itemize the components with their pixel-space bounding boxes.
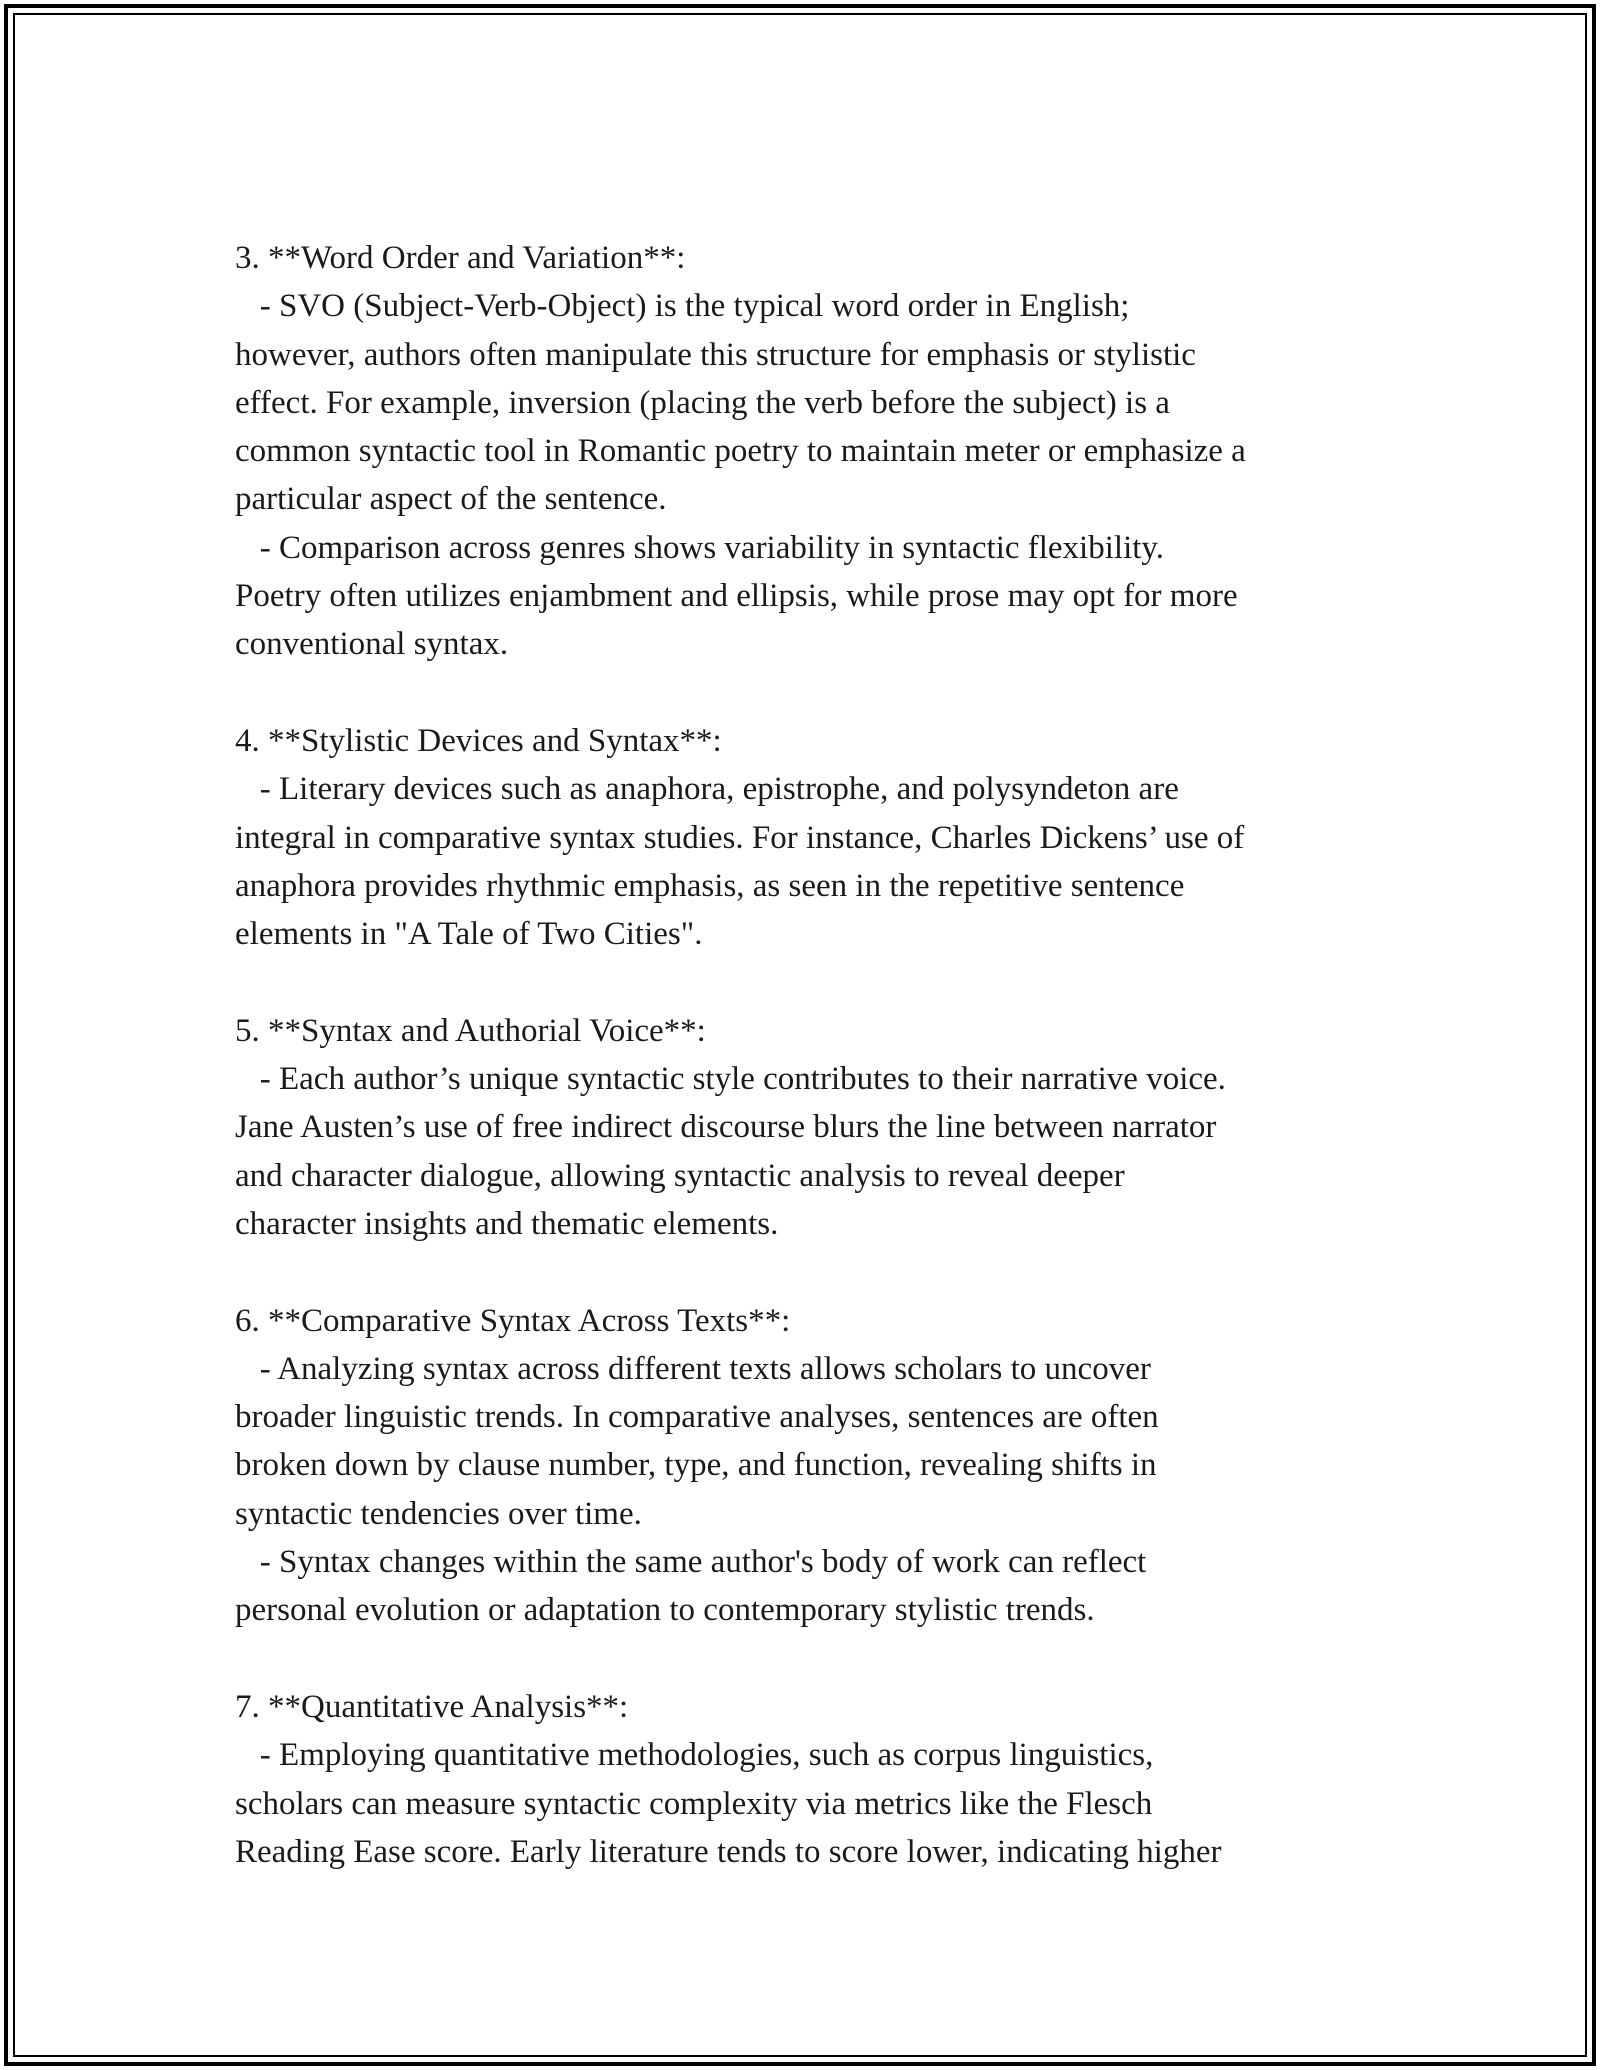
text-line: character insights and thematic elements.: [235, 1205, 779, 1242]
section-stylistic-devices: [235, 717, 1375, 958]
text-line: conventional syntax.: [235, 626, 509, 663]
section-comparative-syntax: [235, 1297, 1375, 1635]
text-line: personal evolution or adaptation to contemporary stylistic trends.: [235, 1592, 1095, 1629]
section-quantitative-analysis: [235, 1683, 1375, 1876]
section-authorial-voice: [235, 1007, 1375, 1248]
text-line: common syntactic tool in Romantic poetry to maintain meter or emphasize a: [235, 433, 1246, 470]
text-line: effect. For example, inversion (placing the verb before the subject) is a: [235, 384, 1170, 421]
section-word-order: [235, 234, 1375, 669]
section-heading: 4. **Stylistic Devices and Syntax**:: [235, 722, 722, 759]
text-line: and character dialogue, allowing syntactic analysis to reveal deeper: [235, 1157, 1125, 1194]
text-line: Reading Ease score. Early literature tends to score lower, indicating higher: [235, 1833, 1222, 1870]
section-heading: 6. **Comparative Syntax Across Texts**:: [235, 1302, 791, 1339]
text-line: elements in "A Tale of Two Cities".: [235, 916, 703, 953]
section-heading: 3. **Word Order and Variation**:: [235, 240, 686, 276]
text-line: - Literary devices such as anaphora, epistrophe, and polysyndeton are: [235, 771, 1179, 808]
section-heading: 5. **Syntax and Authorial Voice**:: [235, 1012, 706, 1049]
section-heading: 7. **Quantitative Analysis**:: [235, 1688, 629, 1725]
text-line: however, authors often manipulate this structure for emphasis or stylistic: [235, 336, 1196, 373]
text-line: scholars can measure syntactic complexity via metrics like the Flesch: [235, 1785, 1153, 1822]
document-body: [235, 234, 1375, 1876]
text-line: - Each author’s unique syntactic style contributes to their narrative voice.: [235, 1061, 1226, 1098]
text-line: Jane Austen’s use of free indirect discourse blurs the line between narrator: [235, 1109, 1217, 1146]
text-line: - SVO (Subject-Verb-Object) is the typical word order in English;: [235, 288, 1130, 325]
text-line: particular aspect of the sentence.: [235, 481, 667, 518]
text-line: syntactic tendencies over time.: [235, 1495, 642, 1532]
text-line: - Syntax changes within the same author's body of work can reflect: [235, 1544, 1147, 1581]
text-line: broken down by clause number, type, and function, revealing shifts in: [235, 1447, 1157, 1484]
text-line: - Employing quantitative methodologies, such as corpus linguistics,: [235, 1737, 1154, 1774]
text-line: - Analyzing syntax across different texts allows scholars to uncover: [235, 1350, 1151, 1387]
text-line: broader linguistic trends. In comparative analyses, sentences are often: [235, 1399, 1159, 1436]
text-line: anaphora provides rhythmic emphasis, as seen in the repetitive sentence: [235, 867, 1185, 904]
text-line: - Comparison across genres shows variability in syntactic flexibility.: [235, 529, 1165, 566]
text-line: Poetry often utilizes enjambment and ellipsis, while prose may opt for more: [235, 578, 1238, 615]
text-line: integral in comparative syntax studies. For instance, Charles Dickens’ use of: [235, 819, 1245, 856]
